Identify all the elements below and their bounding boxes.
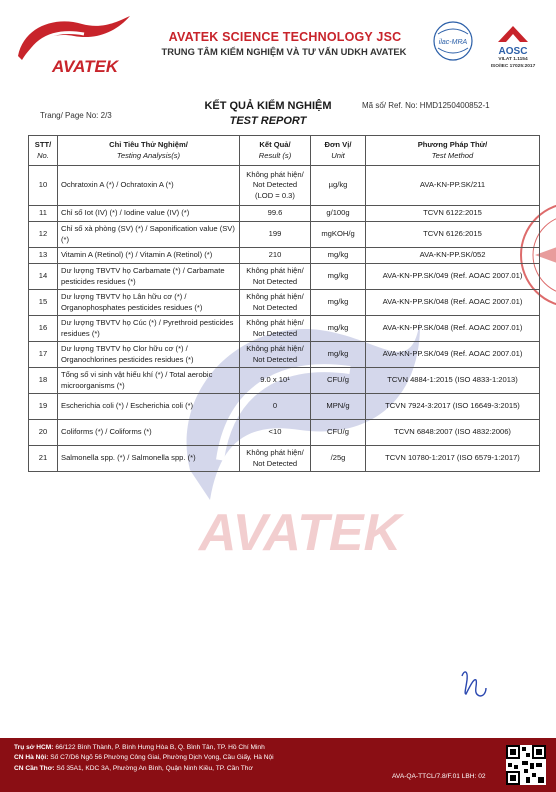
table-row (29, 206, 540, 222)
row-method: AVA-KN-PP.SK/211 (366, 166, 540, 206)
row-result: 99.6 (240, 206, 311, 222)
row-result: 199 (240, 222, 311, 248)
row-no: 21 (29, 446, 58, 472)
ilac-mra-badge (432, 20, 474, 64)
row-result: Không phát hiện/ Not Detected (LOD = 0.3) (240, 166, 311, 206)
vilat-number: VILAT 1.1154 (498, 57, 528, 62)
qr-code-icon (506, 745, 546, 785)
row-unit: /25g (311, 446, 366, 472)
row-analysis: Chỉ số Iot (IV) (*) / Iodine value (IV) (*) (58, 206, 240, 222)
row-result: 210 (240, 248, 311, 264)
logo-text: AVATEK (52, 57, 119, 76)
table-row (29, 420, 540, 446)
svg-text:ilac-MRA: ilac-MRA (438, 39, 468, 46)
row-no: 15 (29, 290, 58, 316)
row-method: AVA-KN-PP.SK/049 (Ref. AOAC 2007.01) (366, 342, 540, 368)
row-analysis: Escherichia coli (*) / Escherichia coli (*) (58, 394, 240, 420)
row-no: 17 (29, 342, 58, 368)
row-no: 14 (29, 264, 58, 290)
signature (458, 666, 488, 700)
table-row (29, 394, 540, 420)
row-unit: mgKOH/g (311, 222, 366, 248)
header-unit: Đơn Vị/ Unit (311, 136, 366, 166)
table-row (29, 316, 540, 342)
footer-address-cantho: CN Cần Thơ: Số 35A1, KDC 3A, Phường An Bình, Quận Ninh Kiều, TP. Cần Thơ (14, 764, 253, 772)
row-analysis: Dư lượng TBVTV họ Lân hữu cơ (*) / Organophosphates pesticides residues (*) (58, 290, 240, 316)
row-unit: MPN/g (311, 394, 366, 420)
row-no: 20 (29, 420, 58, 446)
table-header-row (29, 136, 540, 166)
row-result: Không phát hiện/ Not Detected (240, 264, 311, 290)
row-analysis: Dư lượng TBVTV họ Clor hữu cơ (*) / Organochlorines pesticides residues (*) (58, 342, 240, 368)
row-unit: g/100g (311, 206, 366, 222)
row-unit: mg/kg (311, 342, 366, 368)
table-row (29, 342, 540, 368)
avatek-logo (12, 12, 134, 78)
table-row (29, 264, 540, 290)
row-result: Không phát hiện/ Not Detected (240, 342, 311, 368)
row-no: 10 (29, 166, 58, 206)
footer-address-hcm: Trụ sở HCM: 66/122 Bình Thành, P. Bình Hưng Hòa B, Q. Bình Tân, TP. Hồ Chí Minh (14, 744, 265, 751)
row-unit: mg/kg (311, 316, 366, 342)
svg-text:AOSC: AOSC (498, 46, 528, 57)
header-result: Kết Quả/ Result (s) (240, 136, 311, 166)
row-method: TCVN 10780-1:2017 (ISO 6579-1:2017) (366, 446, 540, 472)
row-analysis: Coliforms (*) / Coliforms (*) (58, 420, 240, 446)
row-no: 11 (29, 206, 58, 222)
row-analysis: Salmonella spp. (*) / Salmonella spp. (*) (58, 446, 240, 472)
row-method: AVA-KN-PP.SK/048 (Ref. AOAC 2007.01) (366, 316, 540, 342)
row-result: Không phát hiện/ Not Detected (240, 290, 311, 316)
row-unit: mg/kg (311, 248, 366, 264)
row-method: TCVN 7924-3:2017 (ISO 16649-3:2015) (366, 394, 540, 420)
row-result: 0 (240, 394, 311, 420)
row-result: Không phát hiện/ Not Detected (240, 446, 311, 472)
footer-addresses (14, 743, 394, 774)
row-unit: CFU/g (311, 368, 366, 394)
aosc-badge (484, 20, 542, 70)
header-analysis: Chỉ Tiêu Thử Nghiệm/ Testing Analysis(s) (58, 136, 240, 166)
table-row (29, 166, 540, 206)
report-title-vi: KẾT QUẢ KIỂM NGHIỆM (204, 100, 332, 112)
row-analysis: Ochratoxin A (*) / Ochratoxin A (*) (58, 166, 240, 206)
footer-address-hanoi: CN Hà Nội: Số C7/D6 Ngõ 56 Phường Công Giai, Phường Dịch Vọng, Cầu Giấy, Hà Nội (14, 754, 274, 762)
row-analysis: Chỉ số xà phòng (SV) (*) / Saponification value (SV) (*) (58, 222, 240, 248)
table-row (29, 368, 540, 394)
row-result: <10 (240, 420, 311, 446)
row-method: TCVN 4884-1:2015 (ISO 4833-1:2013) (366, 368, 540, 394)
row-analysis: Vitamin A (Retinol) (*) / Vitamin A (Retinol) (*) (58, 248, 240, 264)
company-subtitle: TRUNG TÂM KIỂM NGHIỆM VÀ TƯ VẤN UDKH AVATEK (161, 46, 407, 57)
results-table (28, 135, 540, 472)
row-method: AVA-KN-PP.SK/052 (366, 248, 540, 264)
row-method: TCVN 6848:2007 (ISO 4832:2006) (366, 420, 540, 446)
form-code: AVA-QA-TTCL/7.8/F.01 LBH: 02 (392, 773, 486, 780)
svg-text:AVATEK: AVATEK (198, 504, 402, 562)
row-method: AVA-KN-PP.SK/048 (Ref. AOAC 2007.01) (366, 290, 540, 316)
row-unit: µg/kg (311, 166, 366, 206)
row-method: TCVN 6122:2015 (366, 206, 540, 222)
table-row (29, 222, 540, 248)
row-unit: mg/kg (311, 264, 366, 290)
report-title-en: TEST REPORT (229, 115, 307, 127)
row-analysis: Tổng số vi sinh vật hiếu khí (*) / Total aerobic microorganisms (*) (58, 368, 240, 394)
page-number: Trang/ Page No: 2/3 (40, 111, 112, 120)
header-no: STT/ No. (29, 136, 58, 166)
row-no: 19 (29, 394, 58, 420)
row-no: 18 (29, 368, 58, 394)
row-unit: CFU/g (311, 420, 366, 446)
row-method: AVA-KN-PP.SK/049 (Ref. AOAC 2007.01) (366, 264, 540, 290)
table-row (29, 248, 540, 264)
row-unit: mg/kg (311, 290, 366, 316)
row-no: 12 (29, 222, 58, 248)
row-analysis: Dư lượng TBVTV họ Carbamate (*) / Carbamate pesticides residues (*) (58, 264, 240, 290)
company-name: AVATEK SCIENCE TECHNOLOGY JSC (168, 30, 402, 44)
table-row (29, 446, 540, 472)
row-result: 9.0 x 10¹ (240, 368, 311, 394)
reference-number: Mã số/ Ref. No: HMD1250400852-1 (362, 101, 490, 110)
row-result: Không phát hiện/ Not Detected (240, 316, 311, 342)
row-no: 13 (29, 248, 58, 264)
row-no: 16 (29, 316, 58, 342)
header-method: Phương Pháp Thử/ Test Method (366, 136, 540, 166)
iso-iec-standard: ISO/IEC 17025:2017 (490, 64, 536, 69)
row-analysis: Dư lượng TBVTV họ Cúc (*) / Pyrethroid pesticides residues (*) (58, 316, 240, 342)
table-row (29, 290, 540, 316)
row-method: TCVN 6126:2015 (366, 222, 540, 248)
